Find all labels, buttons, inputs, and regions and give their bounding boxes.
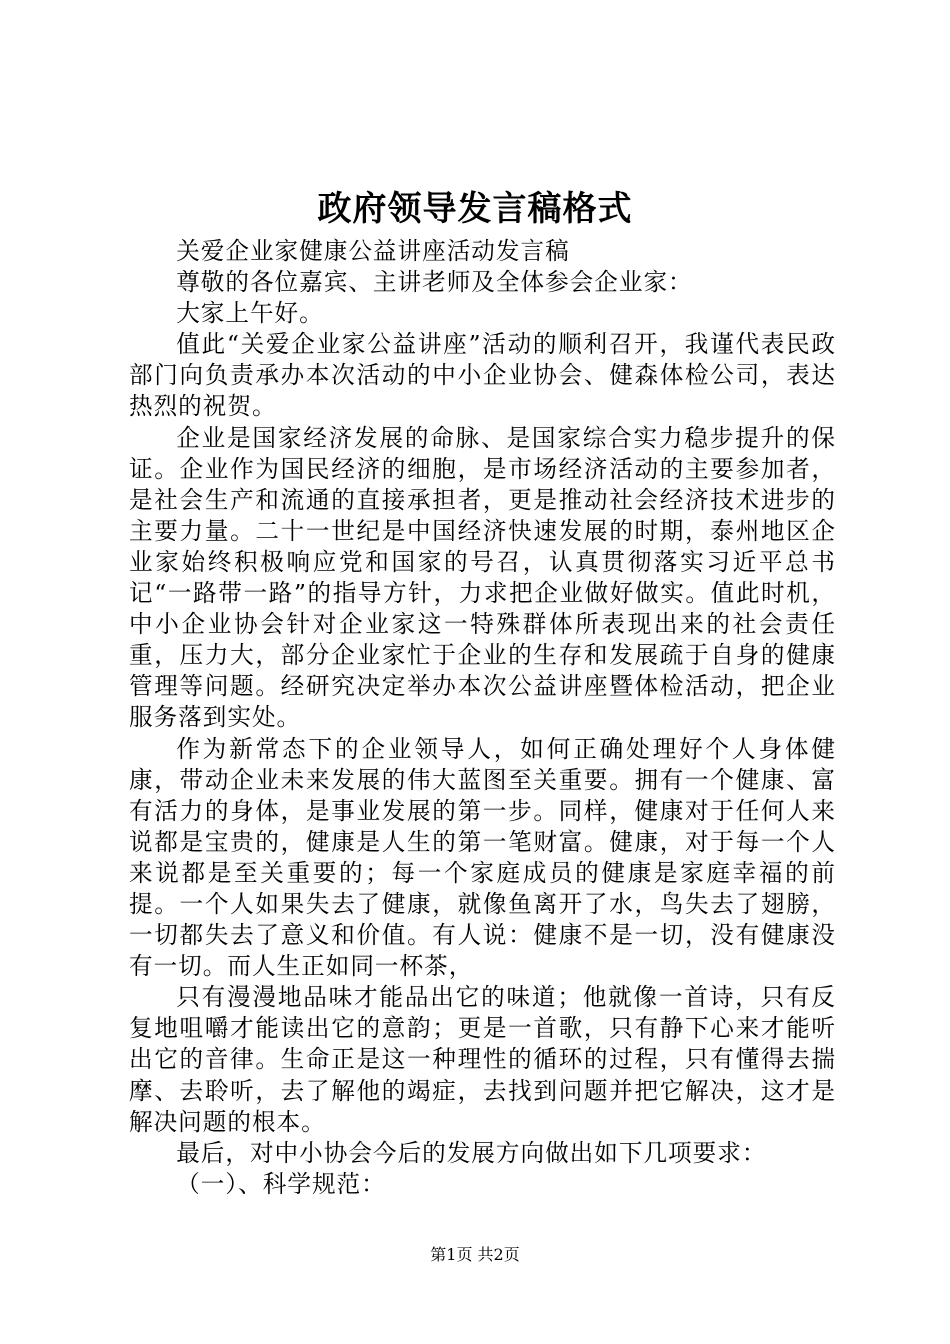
document-body xyxy=(129,236,836,1200)
page-footer: 第1页 共2页 xyxy=(430,1245,520,1264)
paragraph-greeting: 大家上午好。 xyxy=(176,299,324,328)
paragraph-subtitle: 关爱企业家健康公益讲座活动发言稿 xyxy=(176,237,570,265)
paragraph-enterprise: 企业是国家经济发展的命脉、是国家综合实力稳步提升的保证。企业作为国民经济的细胞，是市场经济活动的主要参加者，是社会生产和流通的直接承担者，更是推动社会经济技术进步的主要力量。二十一世纪是中国经济快速发展的时期，泰州地区企业家始终积极响应党和国家的号召，认真贯彻落实习近平总书记“一路带一路”的指导方针，力求把企业做好做实。值此时机，中小企业协会针对企业家这一特殊群体所表现出来的社会责任重，压力大，部分企业家忙于企业的生存和发展疏于自身的健康管理等问题。经研究决定举办本次公益讲座暨体检活动，把企业服务落到实处。 xyxy=(129,423,836,732)
paragraph-health: 作为新常态下的企业领导人，如何正确处理好个人身体健康，带动企业未来发展的伟大蓝图至关重要。拥有一个健康、富有活力的身体，是事业发展的第一步。同样，健康对于任何人来说都是宝贵的，健康是人生的第一笔财富。健康，对于每一个人来说都是至关重要的；每一个家庭成员的健康是家庭幸福的前提。一个人如果失去了健康，就像鱼离开了水，鸟失去了翅膀，一切都失去了意义和价值。有人说：健康不是一切，没有健康没有一切。而人生正如同一杯茶， xyxy=(129,734,836,981)
paragraph-item-one: （一）、科学规范： xyxy=(176,1169,386,1198)
paragraph-life: 只有漫漫地品味才能品出它的味道；他就像一首诗，只有反复地咀嚼才能读出它的意韵；更是一首歌，只有静下心来才能听出它的音律。生命正是这一种理性的循环的过程，只有懂得去揣摩、去聆听，去了解他的竭症，去找到问题并把它解决，这才是解决问题的根本。 xyxy=(129,983,836,1136)
paragraph-salutation: 尊敬的各位嘉宾、主讲老师及全体参会企业家： xyxy=(176,268,693,297)
paragraph-congratulations: 值此“关爱企业家公益讲座”活动的顺利召开，我谨代表民政部门向负责承办本次活动的中小企业协会、健森体检公司，表达热烈的祝贺。 xyxy=(129,330,836,421)
paragraph-requirements: 最后，对中小协会今后的发展方向做出如下几项要求： xyxy=(176,1138,767,1167)
document-title: 政府领导发言稿格式 xyxy=(317,189,633,229)
